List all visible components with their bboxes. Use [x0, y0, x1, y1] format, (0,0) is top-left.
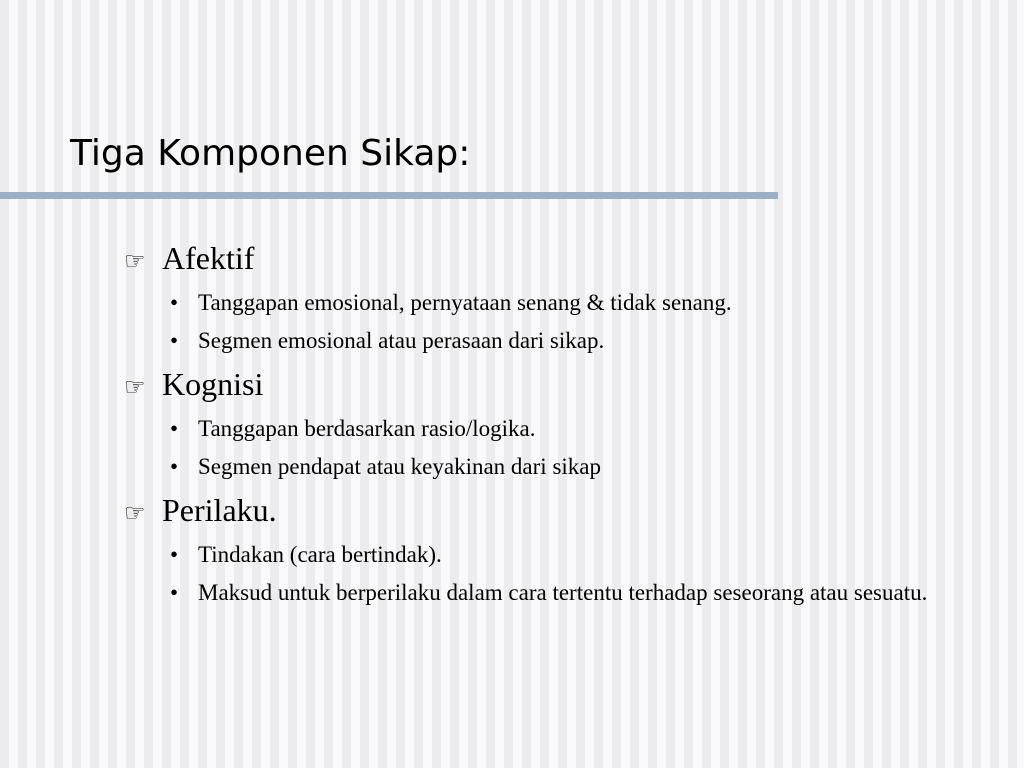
bullet-dot: •	[170, 580, 179, 605]
section-heading-perilaku	[124, 490, 984, 534]
list-item-text: Tindakan (cara bertindak).	[198, 542, 442, 567]
pointing-hand-icon: ☞	[124, 249, 146, 275]
bullet-dot: •	[170, 290, 179, 315]
section-heading-label: Perilaku.	[162, 492, 277, 528]
list-item	[170, 540, 984, 570]
pointing-hand-icon: ☞	[124, 501, 146, 527]
bullet-list	[124, 540, 984, 608]
list-item	[170, 578, 984, 608]
section-heading-label: Afektif	[162, 240, 255, 276]
slide-title: Tiga Komponen Sikap:	[70, 133, 471, 174]
list-item-text: Segmen emosional atau perasaan dari sikap.	[198, 328, 605, 353]
bullet-list	[124, 414, 984, 482]
bullet-dot: •	[170, 542, 179, 567]
list-item	[170, 452, 984, 482]
bullet-dot: •	[170, 416, 179, 441]
pointing-hand-icon: ☞	[124, 375, 146, 401]
section-heading-kognisi	[124, 364, 984, 408]
bullet-list	[124, 288, 984, 356]
list-item-text: Segmen pendapat atau keyakinan dari sikap	[198, 454, 601, 479]
list-item-text: Maksud untuk berperilaku dalam cara tertentu terhadap seseorang atau sesuatu.	[198, 580, 928, 605]
list-item	[170, 288, 984, 318]
list-item-text: Tanggapan emosional, pernyataan senang & tidak senang.	[198, 290, 732, 315]
bullet-dot: •	[170, 328, 179, 353]
slide-content	[124, 238, 984, 616]
section-heading-label: Kognisi	[162, 366, 264, 402]
list-item	[170, 326, 984, 356]
section-heading-afektif	[124, 238, 984, 282]
list-item-text: Tanggapan berdasarkan rasio/logika.	[198, 416, 536, 441]
bullet-dot: •	[170, 454, 179, 479]
list-item	[170, 414, 984, 444]
title-underline-divider	[0, 192, 778, 199]
